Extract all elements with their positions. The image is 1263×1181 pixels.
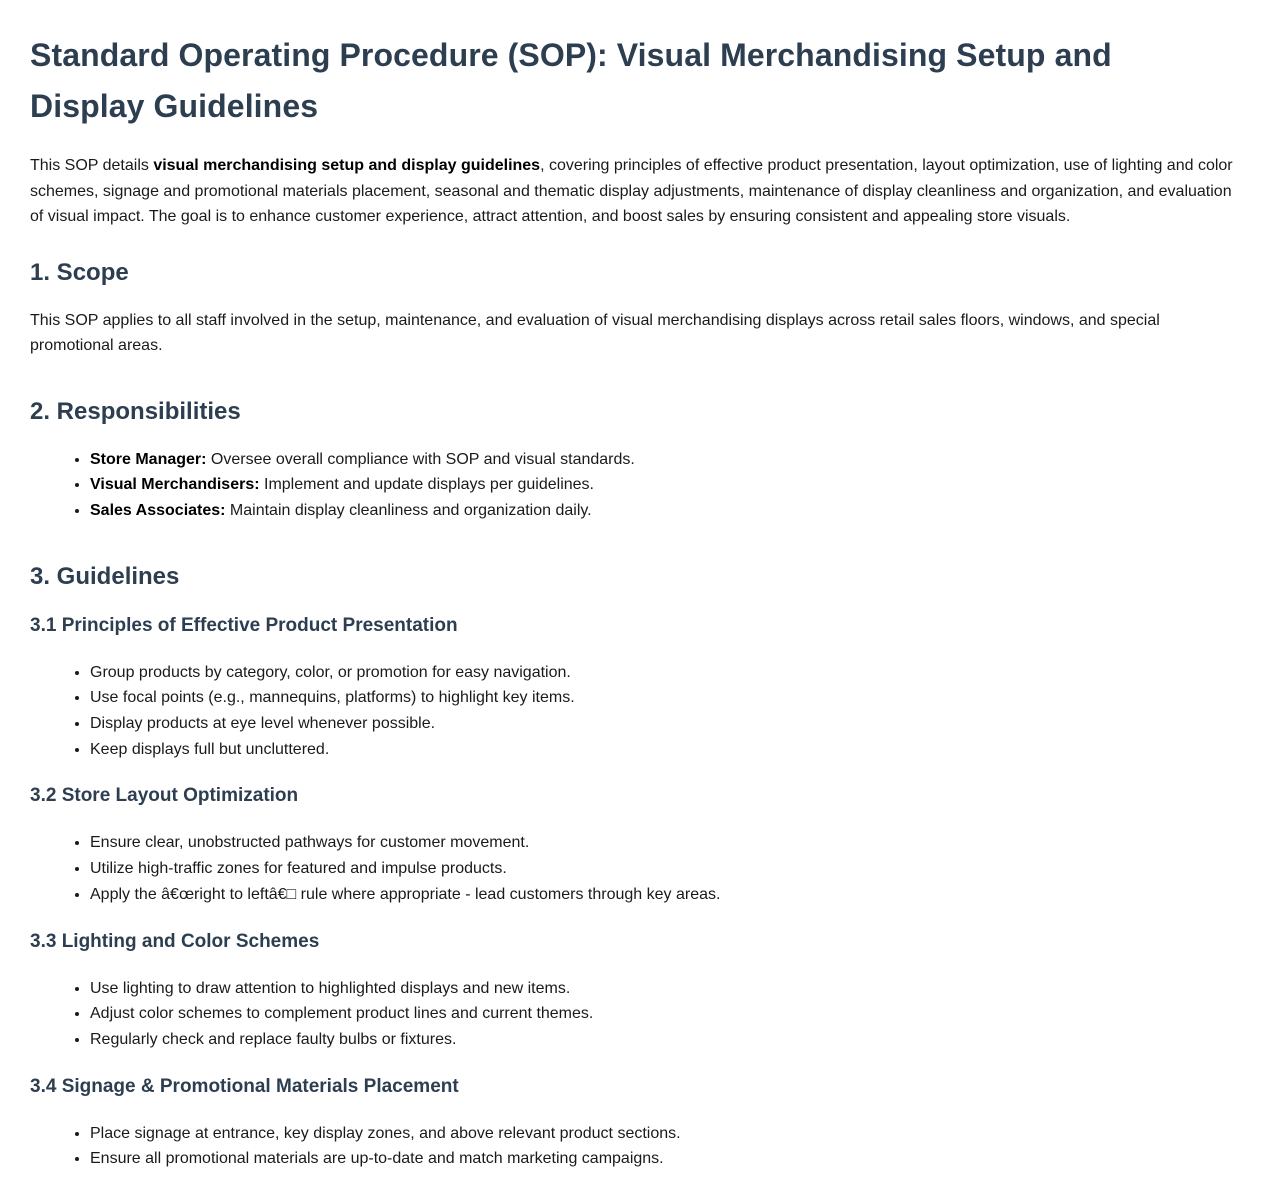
role-label: Visual Merchandisers: bbox=[90, 476, 260, 494]
guideline-list bbox=[30, 976, 1235, 1053]
document-title: Standard Operating Procedure (SOP): Visual Merchandising Setup and Display Guidelines bbox=[30, 37, 1112, 124]
list-item: • Use focal points (e.g., mannequins, platforms) to highlight key items. bbox=[90, 685, 1235, 711]
guidelines-section bbox=[30, 561, 1235, 1172]
list-item: • Display products at eye level whenever possible. bbox=[90, 711, 1235, 737]
intro-text-start: This SOP details bbox=[30, 157, 154, 174]
subsection-heading: 3.2 Store Layout Optimization bbox=[30, 785, 299, 807]
role-label: Sales Associates: bbox=[90, 501, 226, 519]
scope-section bbox=[30, 257, 1235, 359]
guideline-subsection-lighting bbox=[30, 929, 1235, 1053]
list-item: • Adjust color schemes to complement product lines and current themes. bbox=[90, 1001, 1235, 1027]
role-label: Store Manager: bbox=[90, 450, 207, 468]
list-item: • Place signage at entrance, key display zones, and above relevant product sections. bbox=[90, 1121, 1235, 1147]
subsection-heading: 3.3 Lighting and Color Schemes bbox=[30, 930, 320, 952]
list-item: • Ensure clear, unobstructed pathways for customer movement. bbox=[90, 830, 1235, 856]
guideline-list bbox=[30, 1121, 1235, 1172]
list-item bbox=[90, 498, 1235, 524]
guidelines-heading: 3. Guidelines bbox=[30, 562, 180, 590]
list-item: • Regularly check and replace faulty bulbs or fixtures. bbox=[90, 1027, 1235, 1053]
list-item: • Use lighting to draw attention to highlighted displays and new items. bbox=[90, 976, 1235, 1002]
list-item bbox=[90, 472, 1235, 498]
list-item: • Keep displays full but uncluttered. bbox=[90, 737, 1235, 763]
intro-paragraph bbox=[30, 153, 1235, 230]
list-item bbox=[90, 447, 1235, 473]
scope-heading: 1. Scope bbox=[30, 258, 129, 286]
responsibilities-section bbox=[30, 396, 1235, 524]
role-description: Implement and update displays per guidelines. bbox=[259, 476, 594, 494]
responsibilities-heading: 2. Responsibilities bbox=[30, 397, 241, 425]
intro-bold-text: visual merchandising setup and display guidelines bbox=[153, 157, 541, 174]
role-description: Maintain display cleanliness and organization daily. bbox=[225, 501, 592, 519]
guideline-list bbox=[30, 660, 1235, 763]
role-description: Oversee overall compliance with SOP and visual standards. bbox=[206, 450, 635, 468]
list-item: • Utilize high-traffic zones for featured and impulse products. bbox=[90, 856, 1235, 882]
guideline-subsection-signage bbox=[30, 1074, 1235, 1172]
subsection-heading: 3.4 Signage & Promotional Materials Placement bbox=[30, 1075, 459, 1097]
scope-text: This SOP applies to all staff involved in the setup, maintenance, and evaluation of visual merchandising displays across retail sales floors, windows, and special promotional areas. bbox=[30, 311, 1160, 354]
guideline-subsection-presentation bbox=[30, 613, 1235, 763]
guideline-list bbox=[30, 830, 1235, 907]
intro-text-end: , covering principles of effective product presentation, layout optimization, use of lighting and color schemes, signage and promotional materials placement, seasonal and thematic display adjustments, maintenance of display cleanliness and organization, and evaluation of visual impact. The goal is to enhance customer experience, attract attention, and boost sales by ensuring consistent and appealing store visuals. bbox=[30, 157, 1233, 225]
list-item: • Apply the â€œright to leftâ€□ rule where appropriate - lead customers through key areas. bbox=[90, 882, 1235, 908]
list-item: • Ensure all promotional materials are up-to-date and match marketing campaigns. bbox=[90, 1146, 1235, 1172]
guideline-subsection-layout bbox=[30, 783, 1235, 907]
list-item: • Group products by category, color, or promotion for easy navigation. bbox=[90, 660, 1235, 686]
responsibilities-list bbox=[30, 447, 1235, 524]
subsection-heading: 3.1 Principles of Effective Product Presentation bbox=[30, 614, 458, 636]
